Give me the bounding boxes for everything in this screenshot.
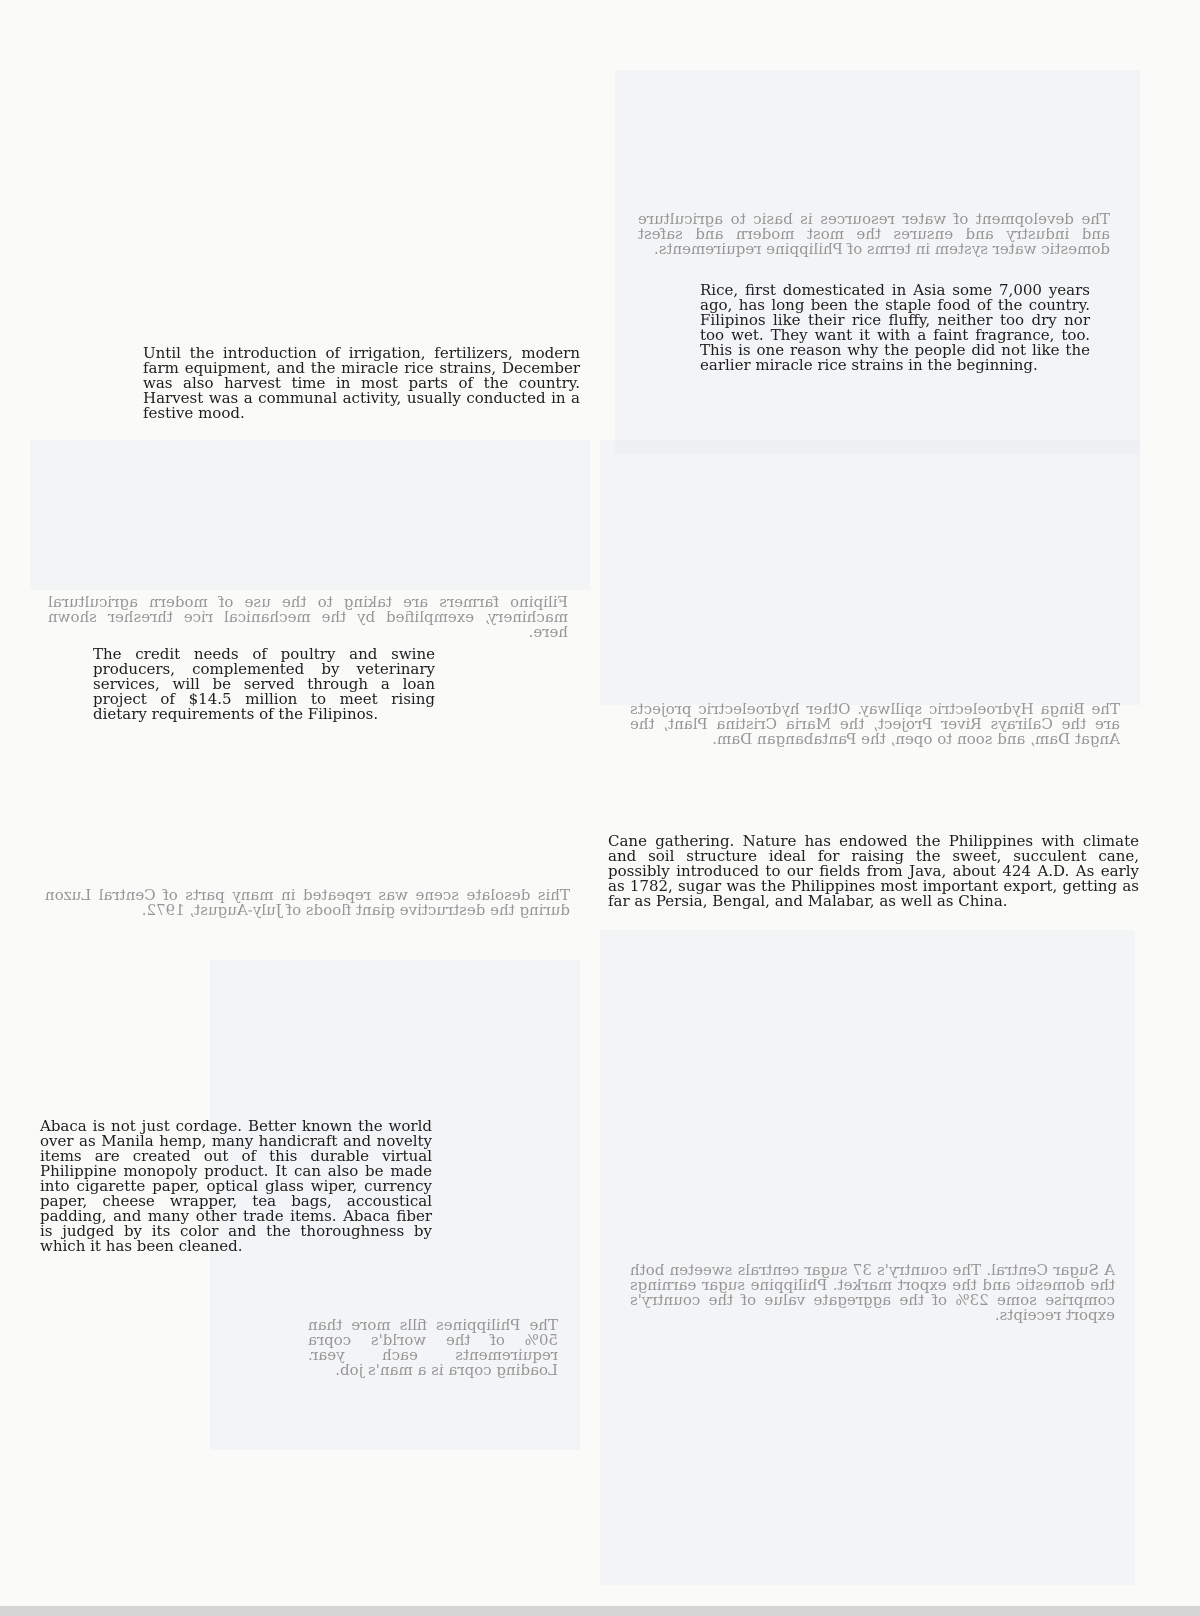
scan-edge [0,1606,1200,1616]
show-through-photo-mid-right [600,440,1140,705]
caption-rice: Rice, first domesticated in Asia some 7,000 years ago, has long been the staple food of the country. Filipinos like their rice fluffy, neither too dry nor too wet. They want it with a faint fragrance, too. This is one reason why the people did not like the earlier miracle rice strains in the beginning. [700,281,1090,374]
show-through-photo-mid-left [30,440,590,590]
show-through-caption-desolate: This desolate scene was repeated in many parts of Central Luzon during the destructive giant floods of July-August, 1972. [45,886,570,919]
show-through-photo-lower-right [600,930,1135,1585]
caption-abaca: Abaca is not just cordage. Better known the world over as Manila hemp, many handicraft and novelty items are created out of this durable virtual Philippine monopoly product. It can also be made into cigarette paper, optical glass wiper, currency paper, cheese wrapper, tea bags, accoustical padding, and many other trade items. Abaca fiber is judged by its color and the thoroughness by which it has been cleaned. [40,1117,432,1255]
caption-cane: Cane gathering. Nature has endowed the Philippines with climate and soil structure ideal for raising the sweet, succulent cane, possibly introduced to our fields from Java, about 424 A.D. As early as 1782, sugar was the Philippines most important export, getting as far as Persia, Bengal, and Malabar, as well as China. [608,832,1139,910]
show-through-caption-copra: The Philippines fills more than 50% of the world's copra requirements each year. Loading copra is a man's job. [308,1316,558,1379]
show-through-caption-binga: The Binga Hydroelectric spillway. Other hydroelectric projects are the Calirays River Project, the Maria Cristina Plant, the Angat Dam, and soon to open, the Pantabangan Dam. [630,700,1120,748]
show-through-caption-farmers: Filipino farmers are taking to the use of modern agricultural machinery, exemplified by the mechanical rice thresher shown here. [48,593,568,641]
caption-harvest: Until the introduction of irrigation, fertilizers, modern farm equipment, and the miracle rice strains, December was also harvest time in most parts of the country. Harvest was a communal activity, usually conducted in a festive mood. [143,344,580,422]
show-through-caption-water: The development of water resources is basic to agriculture and industry and ensures the most modern and safest domestic water system in terms of Philippine requirements. [638,210,1110,258]
show-through-photo-top-right [615,70,1140,455]
caption-credit: The credit needs of poultry and swine producers, complemented by veterinary services, will be served through a loan project of $14.5 million to meet rising dietary requirements of the Filipinos. [93,645,435,723]
show-through-caption-sugar: A Sugar Central. The country's 37 sugar centrals sweeten both the domestic and the export market. Philippine sugar earnings comprise some 23% of the aggregate value of the country's export receipts. [630,1261,1115,1324]
